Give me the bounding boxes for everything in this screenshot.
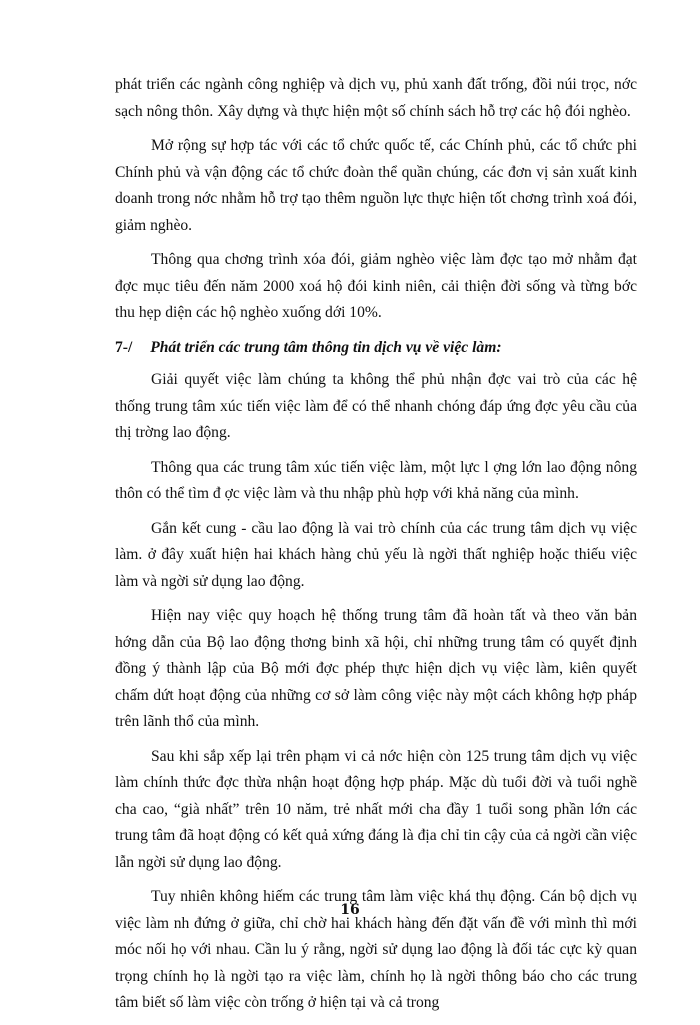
paragraph-supply-demand: Gắn kết cung - cầu lao động là vai trò chính của các trung tâm dịch vụ việc làm. ở đây xuất hiện hai khách hàng chủ yếu là ngời thất nghiệp hoặc thiếu việc làm và ngời sử dụng lao động.: [115, 519, 637, 590]
page-body: [115, 72, 637, 1025]
paragraph-125-centers: Sau khi sắp xếp lại trên phạm vi cả nớc hiện còn 125 trung tâm dịch vụ việc làm chính thức đợc thừa nhận hoạt động hợp pháp. Mặc dù tuổi đời và tuổi nghề cha cao, “già nhất” trên 10 năm, trẻ nhất mới cha đầy 1 tuổi song phần lớn các trung tâm đã hoạt động có kết quả xứng đáng là địa chỉ tin cậy của cả ngời cần việc lẫn ngời sử dụng lao động.: [115, 747, 637, 871]
paragraph-poverty-program: Thông qua chơng trình xóa đói, giảm nghèo việc làm đợc tạo mở nhằm đạt đợc mục tiêu đến năm 2000 xoá hộ đói kinh niên, cải thiện đời sống và từng bớc thu hẹp diện các hộ nghèo xuống dới 10%.: [115, 251, 637, 321]
section-title: Phát triển các trung tâm thông tin dịch vụ về việc làm:: [150, 338, 502, 356]
paragraph-planning: Hiện nay việc quy hoạch hệ thống trung tâm đã hoàn tất và theo văn bản hớng dẫn của Bộ lao động thơng binh xã hội, chỉ những trung tâm có quyết định đồng ý thành lập của Bộ mới đợc phép thực hiện dịch vụ việc làm, kiên quyết chấm dứt hoạt động của những cơ sở làm công việc này một cách không hợp pháp trên lãnh thổ của mình.: [115, 607, 637, 730]
paragraph-employment-centers: Giải quyết việc làm chúng ta không thể phủ nhận đợc vai trò của các hệ thống trung tâm xúc tiến việc làm để có thể nhanh chóng đáp ứng đợc yêu cầu của thị trờng lao động.: [115, 371, 637, 441]
paragraph-rural-labor: Thông qua các trung tâm xúc tiến việc làm, một lực l ợng lớn lao động nông thôn có thể tìm đ ợc việc làm và thu nhập phù hợp với khả năng của mình.: [115, 458, 637, 502]
page-number: 16: [340, 902, 360, 918]
paragraph-continuation: phát triển các ngành công nghiệp và dịch vụ, phủ xanh đất trống, đồi núi trọc, nớc sạch nông thôn. Xây dựng và thực hiện một số chính sách hỗ trợ các hộ đói nghèo.: [115, 76, 637, 120]
paragraph-passive-centers: Tuy nhiên không hiếm các trung tâm làm việc khá thụ động. Cán bộ dịch vụ việc làm nh đứng ở giữa, chỉ chờ hai khách hàng đến đặt vấn đề với mình thì mới móc nối họ với nhau. Cần lu ý rằng, ngời sử dụng lao động là đối tác cực kỳ quan trọng chính họ là ngời tạo ra việc làm, chính họ là ngời thông báo cho các trung tâm biết số làm việc còn trống ở hiện tại và cả trong: [115, 888, 637, 1011]
paragraph-international-cooperation: Mở rộng sự hợp tác với các tổ chức quốc tế, các Chính phủ, các tổ chức phi Chính phủ và vận động các tổ chức đoàn thể quần chúng, các đơn vị sản xuất kinh doanh trong nớc nhằm hỗ trợ tạo thêm nguồn lực thực hiện tốt chơng trình xoá đói, giảm nghèo.: [115, 137, 637, 234]
section-heading: [115, 335, 637, 362]
section-number: 7-/: [115, 338, 133, 356]
